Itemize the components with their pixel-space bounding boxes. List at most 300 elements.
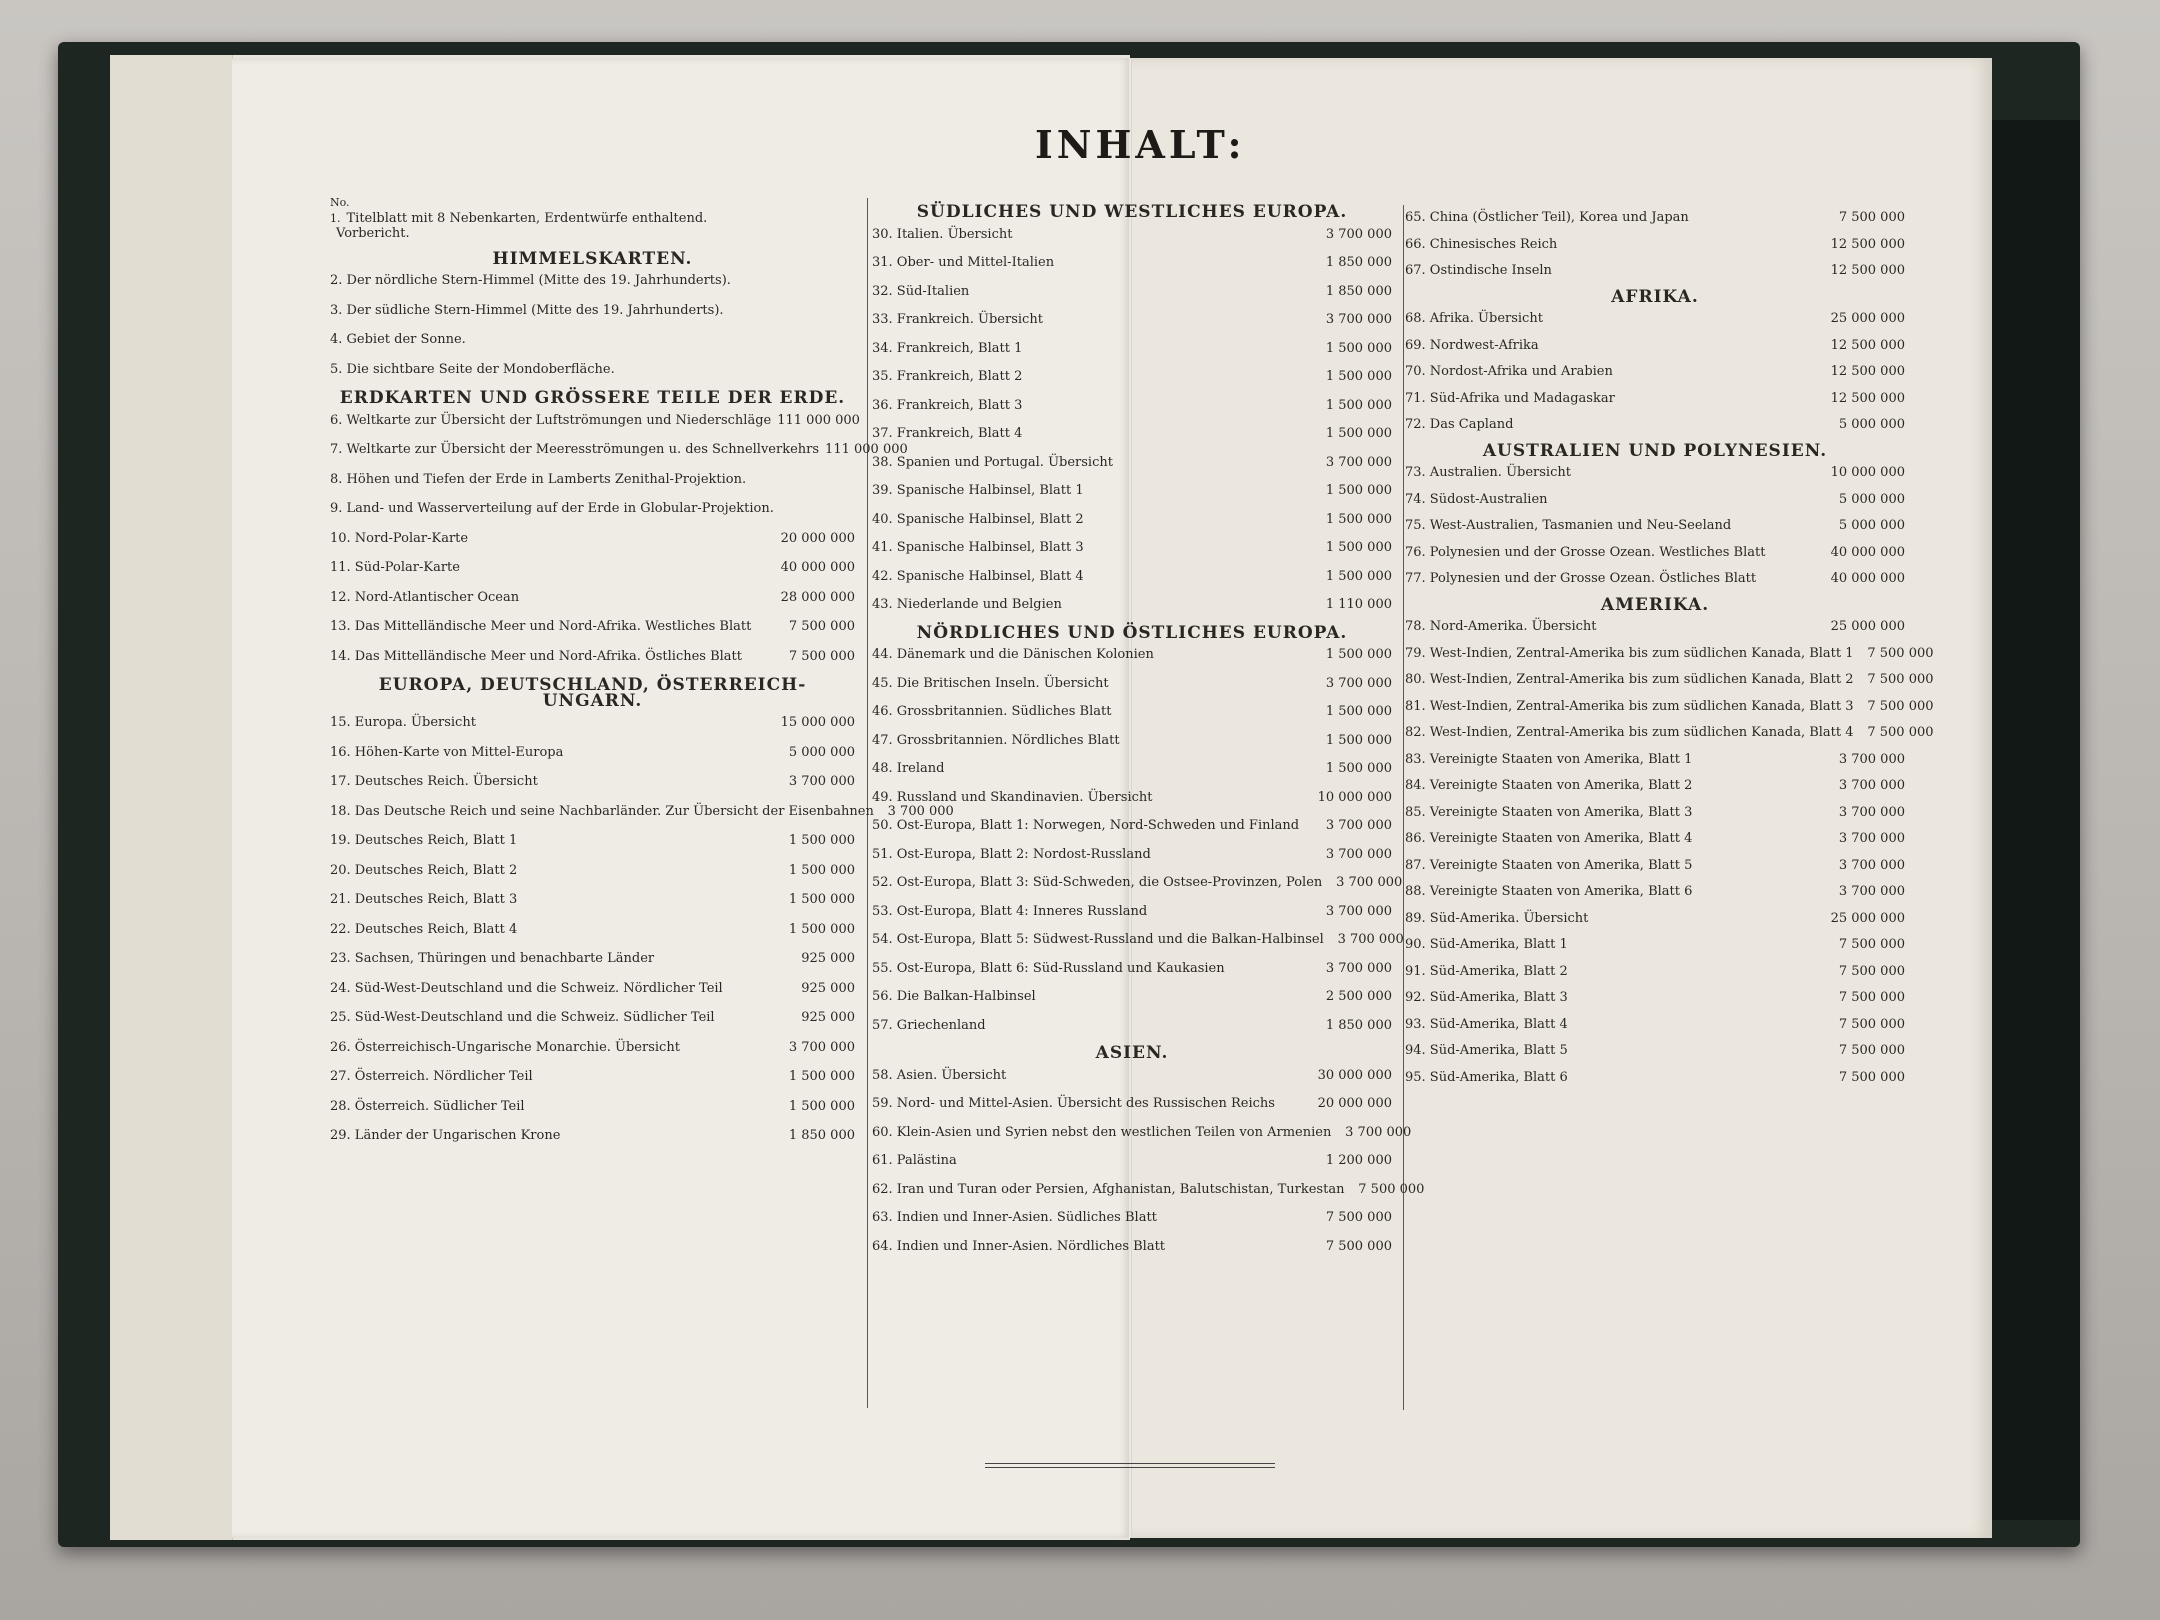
- entry-scale: 3 700 000: [1838, 831, 1905, 846]
- entry-title: 71. Süd-Afrika und Madagaskar: [1405, 390, 1615, 406]
- entry-scale: 5 000 000: [1838, 491, 1905, 507]
- entry-scale: 7 500 000: [1325, 1238, 1392, 1254]
- entry-scale: 1 500 000: [1325, 483, 1392, 498]
- toc-entry: [1405, 831, 1905, 847]
- toc-entry: [1405, 672, 1934, 688]
- entry-title: 94. Süd-Amerika, Blatt 5: [1405, 1043, 1568, 1058]
- toc-entry: [1405, 752, 1905, 768]
- entry-scale: 25 000 000: [1830, 910, 1905, 926]
- toc-entry: [872, 1018, 1392, 1034]
- entry-scale: 1 500 000: [1325, 647, 1392, 662]
- toc-entry: [872, 1068, 1392, 1084]
- entry-scale: 925 000: [801, 1010, 855, 1025]
- toc-entry: [330, 1069, 855, 1085]
- entry-title: 63. Indien und Inner-Asien. Südliches Blatt: [872, 1210, 1157, 1225]
- entry-title: 6. Weltkarte zur Übersicht der Luftströmungen und Niederschläge: [330, 412, 772, 428]
- toc-entry: [1405, 911, 1905, 927]
- entry-title: 12. Nord-Atlantischer Ocean: [330, 589, 520, 605]
- toc-entry: [872, 904, 1392, 920]
- entry-title: 33. Frankreich. Übersicht: [872, 312, 1043, 327]
- entry-title: 3. Der südliche Stern-Himmel (Mitte des 19. Jahrhunderts).: [330, 302, 724, 318]
- entry-title: 53. Ost-Europa, Blatt 4: Inneres Russland: [872, 903, 1148, 919]
- toc-entry: [1405, 990, 1905, 1006]
- entry-title: 21. Deutsches Reich, Blatt 3: [330, 892, 518, 907]
- entry-scale: 1 500 000: [1325, 761, 1392, 776]
- entry-scale: 3 700 000: [1838, 884, 1905, 899]
- entry-scale: 1 500 000: [1325, 397, 1392, 413]
- entry-scale: 12 500 000: [1830, 337, 1905, 353]
- entry-title: 68. Afrika. Übersicht: [1405, 311, 1543, 326]
- section-heading: SÜDLICHES UND WESTLICHES EUROPA.: [916, 202, 1348, 222]
- entry-scale: 1 850 000: [1325, 255, 1392, 270]
- entry-scale: 1 500 000: [1325, 426, 1392, 441]
- toc-entry: [330, 863, 855, 879]
- entry-title: 95. Süd-Amerika, Blatt 6: [1405, 1069, 1568, 1085]
- entry-title: 14. Das Mittelländische Meer und Nord-Afrika. Östliches Blatt: [330, 648, 743, 664]
- column-rule-right: [1403, 205, 1404, 1410]
- entry-title: 34. Frankreich, Blatt 1: [872, 340, 1023, 356]
- entry-title: 8. Höhen und Tiefen der Erde in Lamberts Zenithal-Projektion.: [330, 471, 747, 487]
- toc-entry: [1405, 338, 1905, 354]
- entry-scale: 1 500 000: [1325, 704, 1392, 719]
- toc-entry: [330, 412, 860, 429]
- toc-entry: [1405, 964, 1905, 980]
- entry-title: 72. Das Capland: [1405, 417, 1514, 432]
- toc-entry: [872, 597, 1392, 613]
- toc-entry: [330, 649, 855, 665]
- entry-scale: 1 200 000: [1325, 1153, 1392, 1168]
- entry-scale: 925 000: [801, 951, 855, 966]
- entry-scale: 7 500 000: [1867, 672, 1934, 687]
- entry-title: 82. West-Indien, Zentral-Amerika bis zum südlichen Kanada, Blatt 4: [1405, 725, 1854, 740]
- entry-scale: 7 500 000: [1838, 990, 1905, 1005]
- intro-row: [330, 226, 855, 242]
- entry-scale: 40 000 000: [1830, 544, 1905, 560]
- entry-title: 19. Deutsches Reich, Blatt 1: [330, 833, 518, 848]
- toc-entry: [872, 676, 1392, 692]
- entry-title: 74. Südost-Australien: [1405, 491, 1548, 507]
- entry-scale: 7 500 000: [1838, 210, 1905, 225]
- entry-scale: 3 700 000: [887, 803, 954, 819]
- entry-title: 92. Süd-Amerika, Blatt 3: [1405, 990, 1568, 1005]
- entry-scale: 15 000 000: [780, 715, 855, 730]
- entry-scale: 2 500 000: [1325, 989, 1392, 1004]
- entry-title: 15. Europa. Übersicht: [330, 715, 476, 730]
- toc-entry: [1405, 1070, 1905, 1086]
- toc-entry: [330, 472, 855, 488]
- intro-text: Titelblatt mit 8 Nebenkarten, Erdentwürfe enthaltend.: [346, 210, 708, 226]
- toc-entry: [330, 1040, 855, 1056]
- entry-scale: [775, 303, 855, 319]
- toc-entry: [330, 619, 855, 635]
- toc-entry: [1405, 417, 1905, 433]
- entry-title: 40. Spanische Halbinsel, Blatt 2: [872, 511, 1084, 527]
- entry-title: 54. Ost-Europa, Blatt 5: Südwest-Russland und die Balkan-Halbinsel: [872, 932, 1324, 947]
- toc-entry: [872, 932, 1404, 948]
- entry-title: 11. Süd-Polar-Karte: [330, 560, 460, 575]
- entry-scale: 1 110 000: [1325, 597, 1392, 612]
- toc-entry: [1405, 391, 1905, 407]
- toc-entry: [1405, 698, 1934, 715]
- left-page-margin: [110, 55, 233, 1540]
- toc-entry: [872, 1096, 1392, 1112]
- toc-entry: [872, 341, 1392, 357]
- entry-title: 30. Italien. Übersicht: [872, 226, 1013, 242]
- entry-scale: 111 000 000: [777, 412, 860, 428]
- entry-title: 47. Grossbritannien. Nördliches Blatt: [872, 732, 1120, 748]
- toc-entry: [1405, 518, 1905, 534]
- toc-entry: [1405, 311, 1905, 327]
- toc-entry: [330, 1099, 855, 1115]
- toc-entry: [872, 875, 1403, 891]
- entry-title: 60. Klein-Asien und Syrien nebst den westlichen Teilen von Armenien: [872, 1124, 1332, 1140]
- entry-title: 76. Polynesien und der Grosse Ozean. Westliches Blatt: [1405, 544, 1766, 560]
- toc-entry: [330, 362, 855, 378]
- entry-title: 4. Gebiet der Sonne.: [330, 332, 466, 347]
- entry-title: 86. Vereinigte Staaten von Amerika, Blatt 4: [1405, 831, 1693, 846]
- toc-entry: [872, 398, 1392, 414]
- toc-entry: [1405, 492, 1905, 508]
- entry-scale: 3 700 000: [1325, 675, 1392, 691]
- toc-entry: [1405, 884, 1905, 900]
- entry-scale: 3 700 000: [1325, 312, 1392, 327]
- entry-title: 45. Die Britischen Inseln. Übersicht: [872, 675, 1109, 691]
- entry-title: 49. Russland und Skandinavien. Übersicht: [872, 789, 1153, 805]
- entry-scale: 1 850 000: [788, 1128, 855, 1143]
- entry-title: 32. Süd-Italien: [872, 283, 970, 299]
- entry-scale: 7 500 000: [1838, 1016, 1905, 1032]
- page-heading: INHALT:: [1035, 122, 1246, 167]
- toc-entry: [330, 590, 855, 606]
- entry-title: 41. Spanische Halbinsel, Blatt 3: [872, 540, 1084, 555]
- closing-ornament: [985, 1463, 1275, 1468]
- toc-entry: [872, 1210, 1392, 1226]
- entry-scale: 1 500 000: [1325, 340, 1392, 356]
- entry-scale: 25 000 000: [1830, 619, 1905, 634]
- intro-number: 1.: [330, 211, 341, 225]
- entry-scale: 40 000 000: [780, 560, 855, 575]
- entry-scale: 12 500 000: [1830, 236, 1905, 252]
- entry-scale: [775, 472, 855, 488]
- entry-scale: 25 000 000: [1830, 311, 1905, 326]
- entry-scale: 7 500 000: [1867, 645, 1934, 661]
- entry-title: 48. Ireland: [872, 761, 945, 776]
- entry-title: 27. Österreich. Nördlicher Teil: [330, 1069, 533, 1084]
- entry-scale: 7 500 000: [1358, 1181, 1425, 1197]
- entry-scale: 3 700 000: [1325, 903, 1392, 919]
- entry-scale: 3 700 000: [1325, 226, 1392, 242]
- section-heading: EUROPA, DEUTSCHLAND, ÖSTERREICH-UNGARN.: [378, 675, 807, 711]
- toc-entry: [1405, 778, 1905, 794]
- toc-entry: [872, 1153, 1392, 1169]
- entry-scale: 3 700 000: [1838, 857, 1905, 873]
- section-heading: AMERIKA.: [1600, 594, 1710, 615]
- entry-scale: 5 000 000: [1838, 417, 1905, 432]
- entry-title: 37. Frankreich, Blatt 4: [872, 426, 1023, 441]
- toc-entry: [872, 761, 1392, 777]
- toc-entry: [1405, 858, 1905, 874]
- entry-scale: 30 000 000: [1317, 1067, 1392, 1083]
- entry-title: 28. Österreich. Südlicher Teil: [330, 1098, 525, 1114]
- toc-entry: [872, 227, 1392, 243]
- entry-title: 51. Ost-Europa, Blatt 2: Nordost-Russland: [872, 846, 1151, 862]
- toc-entry: [872, 961, 1392, 977]
- entry-title: 42. Spanische Halbinsel, Blatt 4: [872, 568, 1084, 584]
- entry-title: 17. Deutsches Reich. Übersicht: [330, 774, 538, 789]
- entry-scale: 12 500 000: [1830, 263, 1905, 278]
- entry-title: 66. Chinesisches Reich: [1405, 236, 1558, 252]
- section-heading: HIMMELSKARTEN.: [492, 248, 693, 269]
- toc-entry: [1405, 210, 1905, 226]
- toc-entry: [330, 273, 855, 289]
- entry-title: 80. West-Indien, Zentral-Amerika bis zum südlichen Kanada, Blatt 2: [1405, 672, 1854, 687]
- entry-title: 88. Vereinigte Staaten von Amerika, Blatt 6: [1405, 884, 1693, 899]
- entry-title: 79. West-Indien, Zentral-Amerika bis zum südlichen Kanada, Blatt 1: [1405, 645, 1854, 661]
- entry-title: 75. West-Australien, Tasmanien und Neu-Seeland: [1405, 518, 1732, 533]
- entry-title: 56. Die Balkan-Halbinsel: [872, 989, 1036, 1004]
- toc-entry: [1405, 545, 1905, 561]
- toc-entry: [872, 1124, 1412, 1141]
- entry-title: 22. Deutsches Reich, Blatt 4: [330, 921, 518, 937]
- section-heading: AFRIKA.: [1611, 286, 1699, 307]
- toc-entry: [1405, 1017, 1905, 1033]
- toc-entry: [1405, 645, 1934, 662]
- entry-title: 31. Ober- und Mittel-Italien: [872, 255, 1055, 270]
- intro-text: Vorbericht.: [336, 226, 410, 241]
- entry-scale: 12 500 000: [1830, 364, 1905, 379]
- entry-scale: 40 000 000: [1830, 571, 1905, 586]
- entry-scale: 1 500 000: [1325, 540, 1392, 555]
- toc-entry: [330, 715, 855, 731]
- entry-scale: 7 500 000: [1325, 1210, 1392, 1225]
- entry-title: 55. Ost-Europa, Blatt 6: Süd-Russland und Kaukasien: [872, 960, 1225, 976]
- entry-scale: 7 500 000: [1838, 937, 1905, 952]
- entry-title: 7. Weltkarte zur Übersicht der Meeresströmungen u. des Schnellverkehrs: [330, 442, 820, 457]
- toc-entry: [872, 569, 1392, 585]
- entry-scale: 7 500 000: [788, 648, 855, 664]
- entry-title: 78. Nord-Amerika. Übersicht: [1405, 619, 1597, 634]
- entry-scale: [775, 332, 855, 348]
- entry-title: 39. Spanische Halbinsel, Blatt 1: [872, 483, 1084, 498]
- entry-title: 89. Süd-Amerika. Übersicht: [1405, 910, 1589, 926]
- entry-scale: 3 700 000: [788, 774, 855, 789]
- entry-scale: 1 500 000: [788, 1098, 855, 1114]
- toc-entry: [872, 312, 1392, 328]
- entry-scale: 1 850 000: [1325, 1017, 1392, 1033]
- entry-title: 29. Länder der Ungarischen Krone: [330, 1128, 561, 1143]
- toc-entry: [1405, 465, 1905, 481]
- toc-entry: [872, 512, 1392, 528]
- entry-title: 46. Grossbritannien. Südliches Blatt: [872, 704, 1112, 719]
- entry-scale: 7 500 000: [1838, 1043, 1905, 1058]
- entry-scale: 7 500 000: [1838, 1069, 1905, 1085]
- entry-title: 38. Spanien und Portugal. Übersicht: [872, 454, 1113, 470]
- entry-scale: 28 000 000: [780, 589, 855, 605]
- entry-scale: 1 500 000: [1325, 369, 1392, 384]
- entry-scale: 3 700 000: [1838, 751, 1905, 767]
- entry-title: 73. Australien. Übersicht: [1405, 465, 1571, 480]
- entry-title: 58. Asien. Übersicht: [872, 1067, 1007, 1083]
- entry-title: 93. Süd-Amerika, Blatt 4: [1405, 1016, 1568, 1032]
- entry-scale: 1 500 000: [1325, 511, 1392, 527]
- entry-scale: 3 700 000: [1325, 454, 1392, 470]
- toc-entry: [872, 818, 1392, 834]
- entry-title: 26. Österreichisch-Ungarische Monarchie. Übersicht: [330, 1039, 680, 1055]
- entry-scale: 1 500 000: [1325, 732, 1392, 748]
- toc-entry: [872, 1239, 1392, 1255]
- entry-scale: 5 000 000: [1838, 518, 1905, 533]
- intro-row: [330, 195, 855, 211]
- toc-entry: [872, 540, 1392, 556]
- toc-entry: [872, 483, 1392, 499]
- entry-title: 90. Süd-Amerika, Blatt 1: [1405, 937, 1568, 952]
- toc-entry: [872, 369, 1392, 385]
- entry-scale: 3 700 000: [1325, 960, 1392, 976]
- toc-entry: [1405, 725, 1934, 741]
- toc-entry: [330, 745, 855, 761]
- toc-entry: [872, 847, 1392, 863]
- entry-scale: [775, 501, 855, 517]
- entry-title: 35. Frankreich, Blatt 2: [872, 369, 1023, 384]
- toc-entry: [1405, 1043, 1905, 1059]
- entry-title: 23. Sachsen, Thüringen und benachbarte Länder: [330, 951, 655, 966]
- entry-title: 44. Dänemark und die Dänischen Kolonien: [872, 647, 1154, 662]
- toc-entry: [872, 989, 1392, 1005]
- entry-scale: 1 500 000: [788, 921, 855, 937]
- entry-title: 59. Nord- und Mittel-Asien. Übersicht des Russischen Reichs: [872, 1096, 1275, 1111]
- entry-scale: 10 000 000: [1830, 465, 1905, 480]
- toc-entry: [330, 303, 855, 319]
- entry-title: 84. Vereinigte Staaten von Amerika, Blatt 2: [1405, 778, 1693, 793]
- entry-title: 70. Nordost-Afrika und Arabien: [1405, 364, 1613, 379]
- toc-column-middle: [872, 195, 1425, 1267]
- toc-entry: [330, 501, 855, 517]
- entry-title: 50. Ost-Europa, Blatt 1: Norwegen, Nord-Schweden und Finland: [872, 818, 1300, 833]
- entry-title: 13. Das Mittelländische Meer und Nord-Afrika. Westliches Blatt: [330, 619, 752, 634]
- intro-row: [330, 211, 855, 227]
- toc-entry: [872, 704, 1392, 720]
- entry-scale: 3 700 000: [1345, 1124, 1412, 1140]
- section-heading: ASIEN.: [1095, 1043, 1169, 1063]
- toc-entry: [330, 1010, 855, 1026]
- section-heading: NÖRDLICHES UND ÖSTLICHES EUROPA.: [916, 622, 1348, 643]
- toc-entry: [1405, 263, 1905, 279]
- entry-scale: 7 500 000: [788, 619, 855, 634]
- entry-scale: 7 500 000: [1867, 698, 1934, 714]
- entry-title: 64. Indien und Inner-Asien. Nördliches Blatt: [872, 1238, 1166, 1254]
- entry-scale: 3 700 000: [1838, 804, 1905, 820]
- entry-scale: 20 000 000: [1317, 1096, 1392, 1111]
- entry-scale: [775, 362, 855, 378]
- toc-entry: [1405, 619, 1905, 635]
- toc-entry: [1405, 571, 1905, 587]
- entry-scale: 1 500 000: [788, 862, 855, 878]
- toc-entry: [872, 647, 1392, 663]
- toc-entry: [330, 833, 855, 849]
- entry-title: 24. Süd-West-Deutschland und die Schweiz. Nördlicher Teil: [330, 980, 723, 996]
- toc-entry: [872, 790, 1392, 806]
- entry-scale: 3 700 000: [1325, 818, 1392, 833]
- toc-entry: [872, 284, 1392, 300]
- entry-scale: 7 500 000: [1838, 963, 1905, 979]
- toc-entry: [330, 981, 855, 997]
- entry-title: 87. Vereinigte Staaten von Amerika, Blatt 5: [1405, 857, 1693, 873]
- entry-title: 61. Palästina: [872, 1153, 957, 1168]
- entry-scale: 3 700 000: [1336, 875, 1403, 890]
- entry-scale: 1 500 000: [1325, 568, 1392, 584]
- entry-title: 67. Ostindische Inseln: [1405, 263, 1552, 278]
- entry-title: 36. Frankreich, Blatt 3: [872, 397, 1023, 413]
- toc-entry: [330, 951, 855, 967]
- entry-title: 91. Süd-Amerika, Blatt 2: [1405, 963, 1568, 979]
- toc-entry: [1405, 937, 1905, 953]
- entry-title: 81. West-Indien, Zentral-Amerika bis zum südlichen Kanada, Blatt 3: [1405, 698, 1854, 714]
- entry-scale: 20 000 000: [780, 530, 855, 546]
- entry-title: 2. Der nördliche Stern-Himmel (Mitte des 19. Jahrhunderts).: [330, 273, 731, 288]
- intro-text: [350, 195, 356, 211]
- toc-entry: [330, 560, 855, 576]
- entry-scale: 12 500 000: [1830, 390, 1905, 406]
- entry-title: 25. Süd-West-Deutschland und die Schweiz. Südlicher Teil: [330, 1010, 715, 1025]
- toc-entry: [330, 531, 855, 547]
- toc-entry: [872, 455, 1392, 471]
- entry-title: 69. Nordwest-Afrika: [1405, 337, 1539, 353]
- entry-scale: 1 850 000: [1325, 283, 1392, 299]
- entry-title: 10. Nord-Polar-Karte: [330, 530, 469, 546]
- entry-title: 20. Deutsches Reich, Blatt 2: [330, 862, 518, 878]
- entry-title: 52. Ost-Europa, Blatt 3: Süd-Schweden, die Ostsee-Provinzen, Polen: [872, 875, 1323, 890]
- entry-title: 16. Höhen-Karte von Mittel-Europa: [330, 744, 564, 760]
- entry-scale: 10 000 000: [1317, 789, 1392, 805]
- toc-entry: [1405, 805, 1905, 821]
- toc-entry: [330, 442, 908, 458]
- toc-entry: [872, 255, 1392, 271]
- toc-entry: [330, 332, 855, 348]
- toc-entry: [330, 1128, 855, 1144]
- toc-column-right: [1405, 210, 1934, 1096]
- entry-title: 77. Polynesien und der Grosse Ozean. Östliches Blatt: [1405, 571, 1757, 586]
- entry-scale: 1 500 000: [788, 833, 855, 848]
- entry-title: 65. China (Östlicher Teil), Korea und Japan: [1405, 210, 1689, 225]
- toc-entry: [330, 922, 855, 938]
- toc-entry: [872, 1181, 1425, 1198]
- entry-scale: 7 500 000: [1867, 725, 1934, 740]
- entry-scale: 925 000: [801, 980, 855, 996]
- entry-scale: 3 700 000: [1337, 932, 1404, 947]
- toc-entry: [1405, 237, 1905, 253]
- entry-scale: 1 500 000: [788, 1069, 855, 1084]
- entry-title: 43. Niederlande und Belgien: [872, 597, 1062, 612]
- entry-scale: 3 700 000: [788, 1039, 855, 1055]
- entry-scale: [775, 273, 855, 289]
- toc-entry: [872, 733, 1392, 749]
- entry-title: 5. Die sichtbare Seite der Mondoberfläche.: [330, 361, 615, 377]
- section-heading: ERDKARTEN UND GRÖSSERE TEILE DER ERDE.: [339, 388, 846, 408]
- entry-title: 62. Iran und Turan oder Persien, Afghanistan, Balutschistan, Turkestan: [872, 1181, 1345, 1197]
- section-heading: AUSTRALIEN UND POLYNESIEN.: [1482, 440, 1828, 461]
- entry-scale: 3 700 000: [1325, 846, 1392, 862]
- entry-title: 9. Land- und Wasserverteilung auf der Erde in Globular-Projektion.: [330, 501, 774, 516]
- toc-entry: [1405, 364, 1905, 380]
- entry-title: 18. Das Deutsche Reich und seine Nachbarländer. Zur Übersicht der Eisenbahnen: [330, 803, 874, 819]
- toc-entry: [330, 803, 954, 820]
- intro-number: No.: [330, 196, 350, 209]
- toc-entry: [330, 774, 855, 790]
- toc-entry: [330, 892, 855, 908]
- entry-scale: 1 500 000: [788, 892, 855, 907]
- entry-title: 85. Vereinigte Staaten von Amerika, Blatt 3: [1405, 804, 1693, 820]
- entry-scale: 111 000 000: [825, 442, 908, 457]
